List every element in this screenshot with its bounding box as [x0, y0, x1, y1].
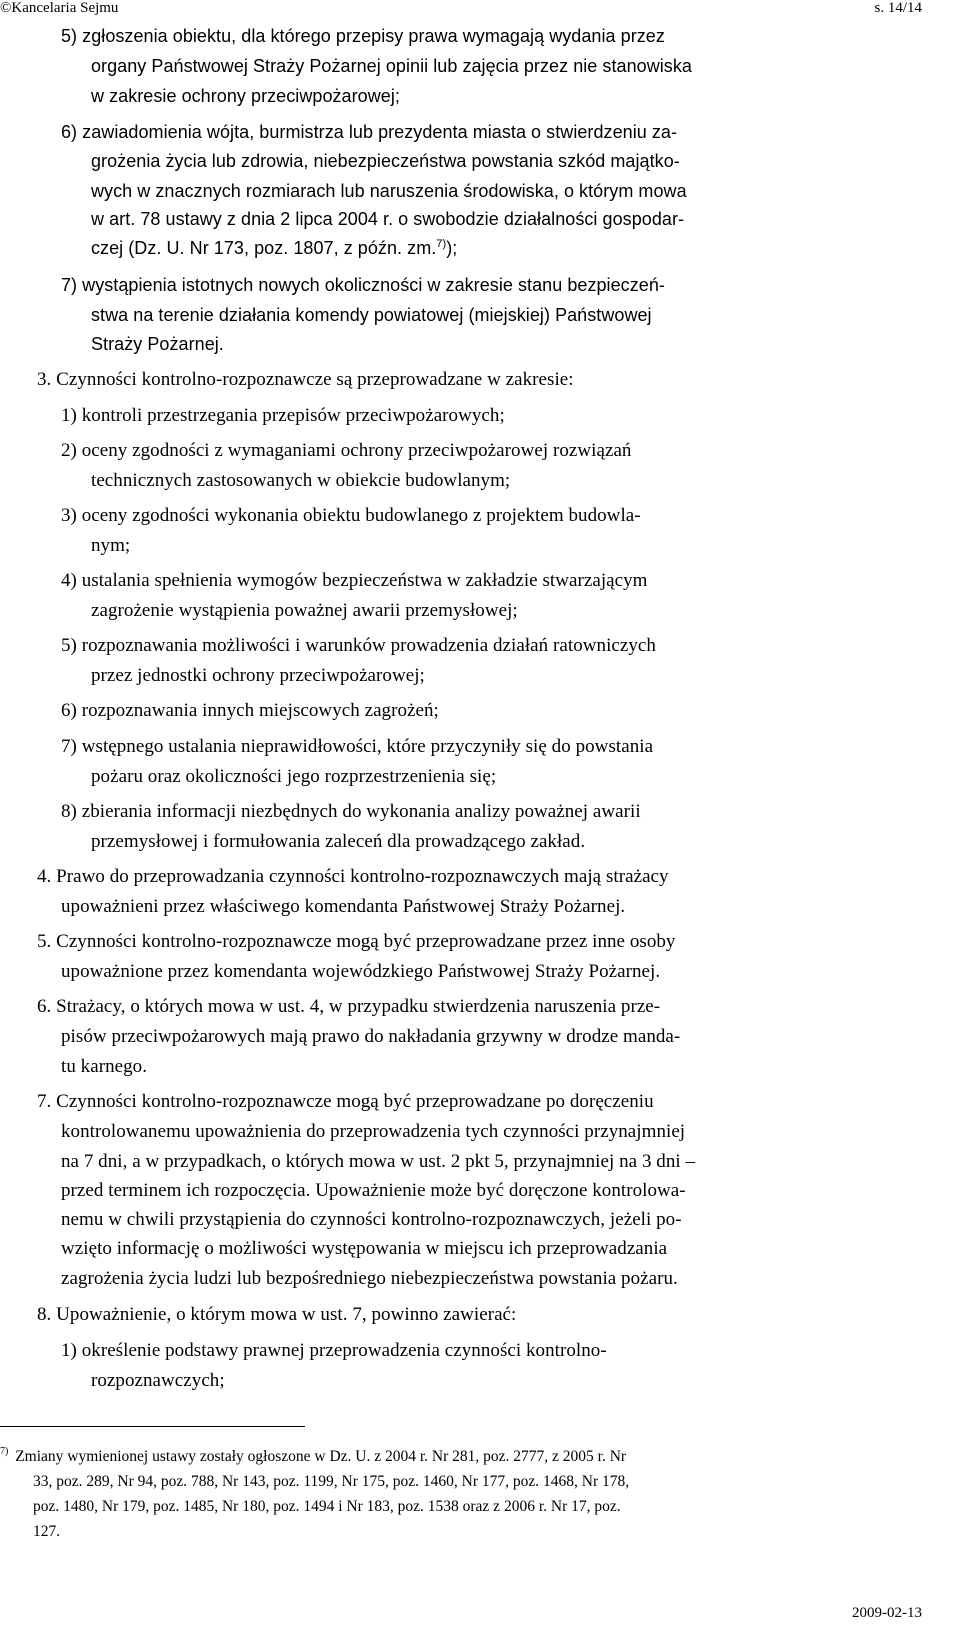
- text-line: wych w znacznych rozmiarach lub naruszenia środowiska, o którym mowa: [91, 181, 687, 201]
- text-line: zagrożenie wystąpienia poważnej awarii przemysłowej;: [91, 600, 518, 621]
- text-line: nym;: [91, 535, 131, 556]
- copyright-label: ©Kancelaria Sejmu: [0, 0, 119, 16]
- text-line: grożenia życia lub zdrowia, niebezpieczeństwa powstania szkód majątko-: [91, 151, 680, 171]
- paragraph-3: 3. Czynności kontrolno-rozpoznawcze są przeprowadzane w zakresie:: [37, 369, 574, 390]
- text-line: na 7 dni, a w przypadkach, o których mowa w ust. 2 pkt 5, przynajmniej na 3 dni –: [61, 1151, 696, 1172]
- text-line: 6) zawiadomienia wójta, burmistrza lub prezydenta miasta o stwierdzeniu za-: [61, 122, 678, 142]
- text-line: 4. Prawo do przeprowadzania czynności kontrolno-rozpoznawczych mają strażacy: [37, 866, 669, 887]
- text-line: nemu w chwili przystąpienia do czynności kontrolno-rozpoznawczych, jeżeli po-: [61, 1209, 682, 1230]
- text-line: pisów przeciwpożarowych mają prawo do nakładania grzywny w drodze manda-: [61, 1026, 681, 1047]
- footnote-divider: [0, 1426, 305, 1427]
- text-span: czej (Dz. U. Nr 173, poz. 1807, z późn. zm.: [91, 238, 437, 258]
- text-line: 5) rozpoznawania możliwości i warunków prowadzenia działań ratowniczych: [61, 635, 656, 656]
- text-line: organy Państwowej Straży Pożarnej opinii lub zajęcia przez nie stanowiska: [91, 56, 692, 76]
- text-line: 7. Czynności kontrolno-rozpoznawcze mogą być przeprowadzane po doręczeniu: [37, 1091, 654, 1112]
- footnote-line: 127.: [33, 1523, 61, 1540]
- footnote-line: poz. 1480, Nr 179, poz. 1485, Nr 180, poz. 1494 i Nr 183, poz. 1538 oraz z 2006 r. Nr 17, poz.: [33, 1498, 621, 1515]
- text-line: przez jednostki ochrony przeciwpożarowej;: [91, 665, 425, 686]
- document-date: 2009-02-13: [852, 1605, 922, 1621]
- text-line: przemysłowej i formułowania zaleceń dla prowadzącego zakład.: [91, 831, 586, 852]
- footnote-line: 33, poz. 289, Nr 94, poz. 788, Nr 143, poz. 1199, Nr 175, poz. 1460, Nr 177, poz. 1468, Nr 178,: [33, 1473, 630, 1490]
- text-line: 8) zbierania informacji niezbędnych do wykonania analizy poważnej awarii: [61, 801, 641, 822]
- text-line: 3) oceny zgodności wykonania obiektu budowlanego z projektem budowla-: [61, 505, 641, 526]
- text-line: 2) oceny zgodności z wymaganiami ochrony przeciwpożarowej rozwiązań: [61, 440, 632, 461]
- text-line: 5. Czynności kontrolno-rozpoznawcze mogą być przeprowadzane przez inne osoby: [37, 931, 676, 952]
- text-line: upoważnione przez komendanta wojewódzkiego Państwowej Straży Pożarnej.: [61, 961, 661, 982]
- footnote-reference: 7): [436, 238, 447, 250]
- text-line: 5) zgłoszenia obiektu, dla którego przepisy prawa wymagają wydania przez: [61, 26, 665, 46]
- text-line: kontrolowanemu upoważnienia do przeprowadzenia tych czynności przynajmniej: [61, 1121, 686, 1142]
- text-line: wzięto informację o możliwości występowania w miejscu ich przeprowadzania: [61, 1238, 668, 1259]
- sub-item-6: 6) rozpoznawania innych miejscowych zagrożeń;: [61, 700, 439, 721]
- text-line: 6. Strażacy, o których mowa w ust. 4, w przypadku stwierdzenia naruszenia prze-: [37, 996, 661, 1017]
- sub-item-1: 1) kontroli przestrzegania przepisów przeciwpożarowych;: [61, 405, 505, 426]
- text-line: upoważnieni przez właściwego komendanta Państwowej Straży Pożarnej.: [61, 896, 626, 917]
- text-span: );: [446, 238, 458, 258]
- text-line: [91, 234, 457, 263]
- text-line: 7) wstępnego ustalania nieprawidłowości, które przyczyniły się do powstania: [61, 736, 654, 757]
- page-number: s. 14/14: [874, 0, 922, 16]
- text-span: Zmiany wymienionej ustawy zostały ogłoszone w Dz. U. z 2004 r. Nr 281, poz. 2777, z 2005 r. Nr: [15, 1448, 627, 1465]
- text-line: 1) określenie podstawy prawnej przeprowadzenia czynności kontrolno-: [61, 1340, 607, 1361]
- text-line: 4) ustalania spełnienia wymogów bezpieczeństwa w zakładzie stwarzającym: [61, 570, 648, 591]
- footnote-marker: 7): [0, 1446, 9, 1457]
- text-line: przed terminem ich rozpoczęcia. Upoważnienie może być doręczone kontrolowa-: [61, 1180, 686, 1201]
- text-line: stwa na terenie działania komendy powiatowej (miejskiej) Państwowej: [91, 305, 652, 325]
- text-line: pożaru oraz okoliczności jego rozprzestrzenienia się;: [91, 766, 497, 787]
- text-line: rozpoznawczych;: [91, 1370, 225, 1391]
- text-line: tu karnego.: [61, 1056, 148, 1077]
- footnote-line: [0, 1444, 626, 1469]
- text-line: technicznych zastosowanych w obiekcie budowlanym;: [91, 470, 511, 491]
- text-line: w art. 78 ustawy z dnia 2 lipca 2004 r. o swobodzie działalności gospodar-: [91, 209, 685, 229]
- text-line: w zakresie ochrony przeciwpożarowej;: [91, 86, 400, 106]
- text-line: Straży Pożarnej.: [91, 334, 224, 354]
- text-line: 7) wystąpienia istotnych nowych okoliczności w zakresie stanu bezpieczeń-: [61, 275, 665, 295]
- paragraph-8: 8. Upoważnienie, o którym mowa w ust. 7, powinno zawierać:: [37, 1304, 517, 1325]
- text-line: zagrożenia życia ludzi lub bezpośredniego niebezpieczeństwa powstania pożaru.: [61, 1268, 678, 1289]
